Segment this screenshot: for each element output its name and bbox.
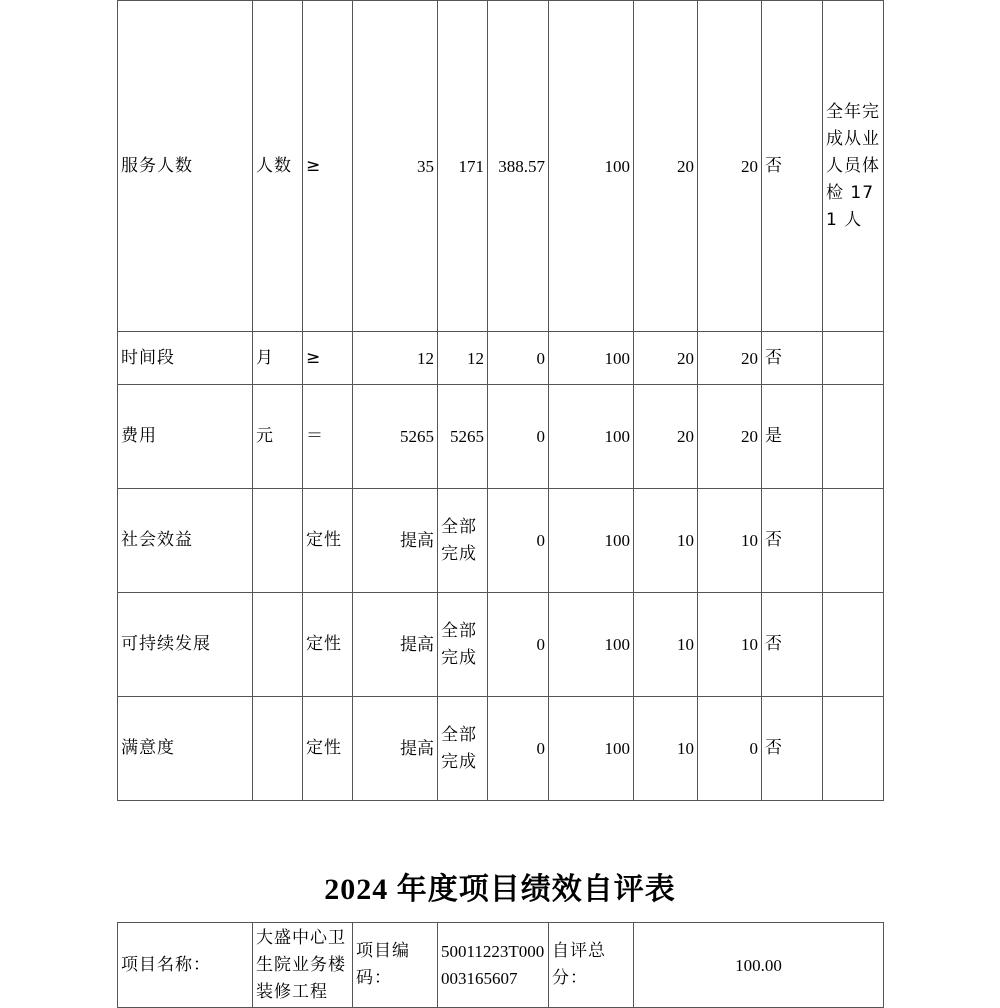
page-title: 2024 年度项目绩效自评表 <box>324 873 676 906</box>
indicator-score: 10 <box>698 489 762 593</box>
indicator-actual: 171 <box>438 1 488 332</box>
project-code-label: 项目编码： <box>353 923 438 1008</box>
indicator-actual: 全部完成 <box>438 697 488 801</box>
indicator-target: 35 <box>353 1 438 332</box>
indicator-deviation: 0 <box>488 385 549 489</box>
project-summary-table <box>117 922 884 1008</box>
indicator-core-flag: 否 <box>762 697 823 801</box>
indicator-weight: 20 <box>634 385 698 489</box>
indicator-actual: 全部完成 <box>438 593 488 697</box>
project-name-value: 大盛中心卫生院业务楼装修工程 <box>253 923 353 1008</box>
indicator-completion: 100 <box>549 697 634 801</box>
indicator-core-flag: 否 <box>762 593 823 697</box>
table-row <box>118 489 884 593</box>
indicator-name: 社会效益 <box>118 489 253 593</box>
indicator-name: 满意度 <box>118 697 253 801</box>
indicator-operator: 定性 <box>303 697 353 801</box>
table-row <box>118 1 884 332</box>
indicator-actual: 全部完成 <box>438 489 488 593</box>
indicator-weight: 10 <box>634 489 698 593</box>
indicator-remark: 全年完成从业人员体检 171 人 <box>823 1 884 332</box>
table-row <box>118 697 884 801</box>
indicator-score: 10 <box>698 593 762 697</box>
indicator-unit <box>253 489 303 593</box>
indicator-score: 20 <box>698 1 762 332</box>
indicator-operator: ≥ <box>303 1 353 332</box>
indicator-core-flag: 否 <box>762 489 823 593</box>
indicator-deviation: 388.57 <box>488 1 549 332</box>
indicator-score: 20 <box>698 332 762 385</box>
indicator-remark <box>823 385 884 489</box>
indicator-target: 提高 <box>353 593 438 697</box>
indicator-core-flag: 否 <box>762 1 823 332</box>
indicator-actual: 5265 <box>438 385 488 489</box>
indicator-name: 费用 <box>118 385 253 489</box>
indicator-core-flag: 是 <box>762 385 823 489</box>
table-row <box>118 385 884 489</box>
self-score-label: 自评总分： <box>549 923 634 1008</box>
indicator-deviation: 0 <box>488 332 549 385</box>
indicator-score: 0 <box>698 697 762 801</box>
indicator-unit <box>253 697 303 801</box>
indicator-name: 时间段 <box>118 332 253 385</box>
indicator-table <box>117 0 884 801</box>
indicator-deviation: 0 <box>488 593 549 697</box>
indicator-operator: 定性 <box>303 489 353 593</box>
indicator-completion: 100 <box>549 332 634 385</box>
indicator-operator: ≥ <box>303 332 353 385</box>
indicator-weight: 10 <box>634 697 698 801</box>
indicator-completion: 100 <box>549 385 634 489</box>
indicator-unit: 月 <box>253 332 303 385</box>
indicator-name: 服务人数 <box>118 1 253 332</box>
indicator-deviation: 0 <box>488 697 549 801</box>
indicator-unit <box>253 593 303 697</box>
indicator-weight: 20 <box>634 1 698 332</box>
indicator-target: 12 <box>353 332 438 385</box>
indicator-deviation: 0 <box>488 489 549 593</box>
summary-row <box>118 923 884 1008</box>
indicator-score: 20 <box>698 385 762 489</box>
indicator-target: 5265 <box>353 385 438 489</box>
indicator-weight: 10 <box>634 593 698 697</box>
indicator-target: 提高 <box>353 489 438 593</box>
indicator-remark <box>823 593 884 697</box>
indicator-core-flag: 否 <box>762 332 823 385</box>
indicator-unit: 人数 <box>253 1 303 332</box>
indicator-target: 提高 <box>353 697 438 801</box>
table-row <box>118 332 884 385</box>
indicator-remark <box>823 697 884 801</box>
indicator-remark <box>823 332 884 385</box>
project-code-value: 50011223T000003165607 <box>438 923 549 1008</box>
indicator-completion: 100 <box>549 593 634 697</box>
table-row <box>118 593 884 697</box>
indicator-operator: 定性 <box>303 593 353 697</box>
self-score-value: 100.00 <box>634 923 884 1008</box>
indicator-completion: 100 <box>549 489 634 593</box>
indicator-actual: 12 <box>438 332 488 385</box>
indicator-unit: 元 <box>253 385 303 489</box>
indicator-remark <box>823 489 884 593</box>
indicator-operator: ＝ <box>303 385 353 489</box>
indicator-name: 可持续发展 <box>118 593 253 697</box>
project-name-label: 项目名称： <box>118 923 253 1008</box>
indicator-weight: 20 <box>634 332 698 385</box>
indicator-completion: 100 <box>549 1 634 332</box>
